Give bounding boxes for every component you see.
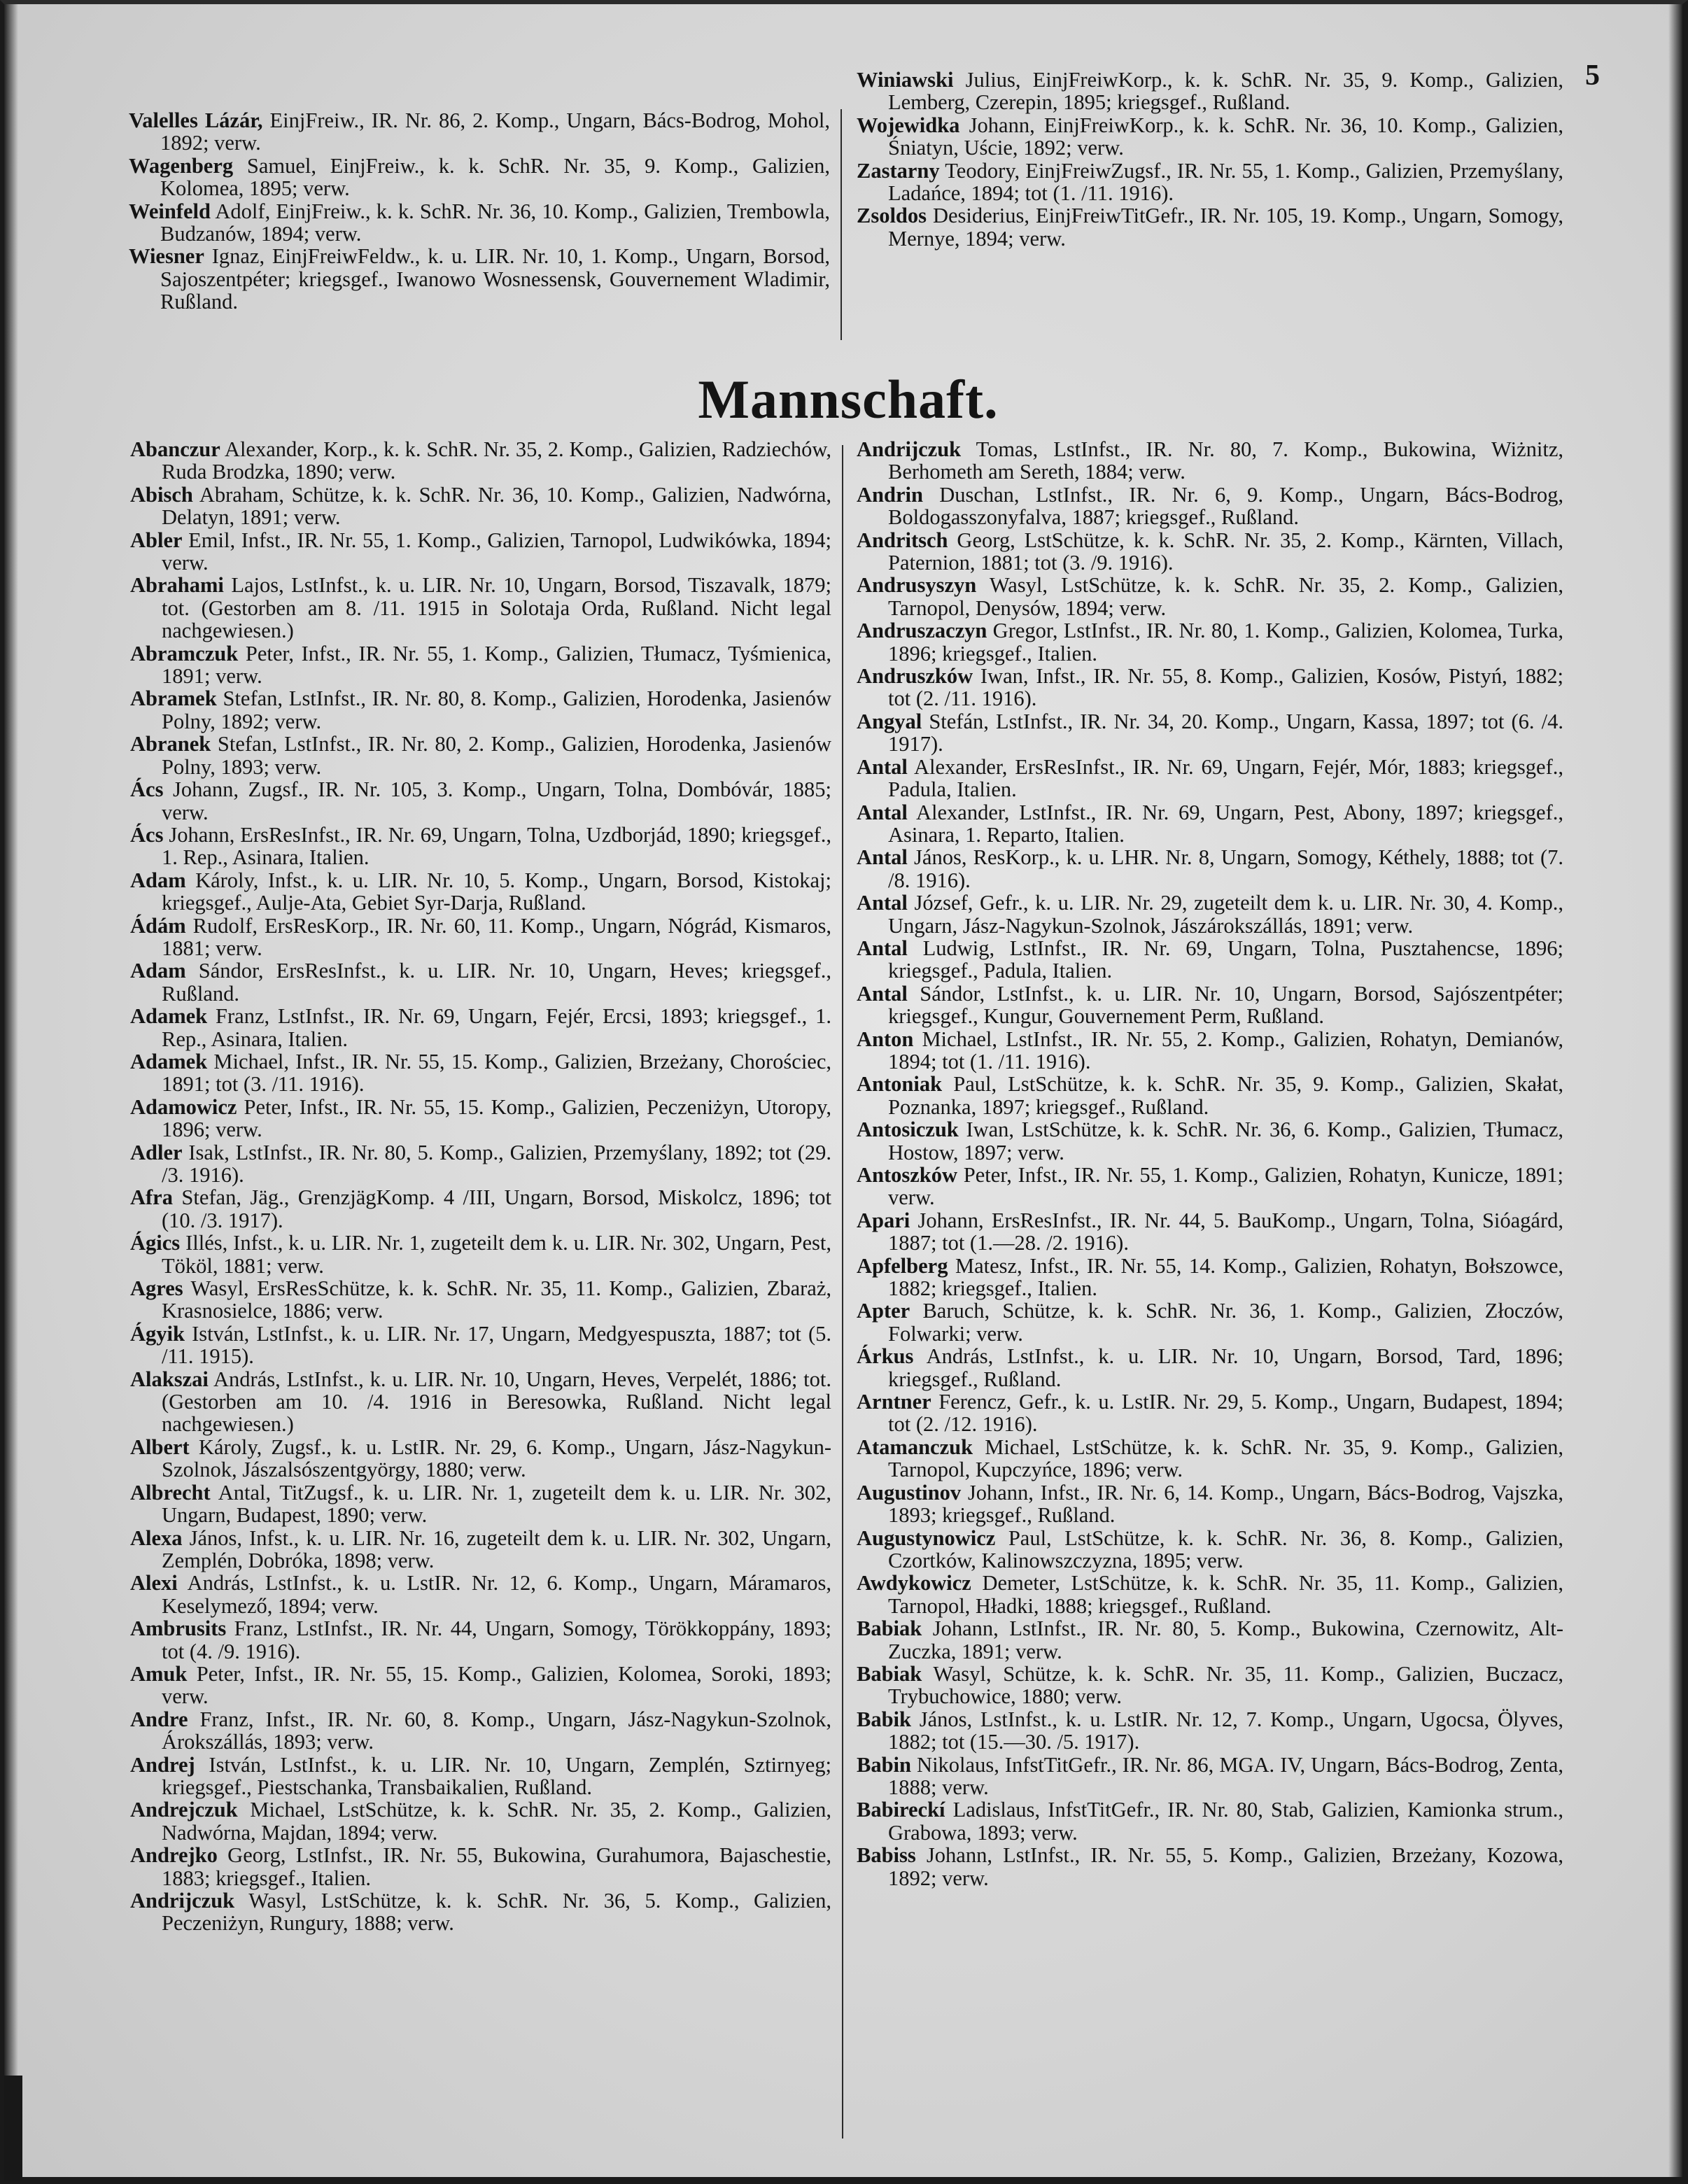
entry-details: Peter, Infst., IR. Nr. 55, 15. Komp., Galizien, Kolomea, Soroki, 1893; verw.: [162, 1661, 831, 1709]
entry-details: Michael, LstSchütze, k. k. SchR. Nr. 35, 9. Komp., Galizien, Tarnopol, Kupczyńce, 1896; verw.: [888, 1435, 1563, 1482]
entry-details: János, Infst., k. u. LIR. Nr. 16, zugeteilt dem k. u. LIR. Nr. 302, Ungarn, Zemplén, Dobróka, 1898; verw.: [162, 1526, 831, 1572]
roster-entry: [857, 1527, 1563, 1572]
roster-entry: [130, 1050, 831, 1096]
entry-details: Johann, LstInfst., IR. Nr. 55, 5. Komp., Galizien, Brzeżany, Kozowa, 1892; verw.: [888, 1843, 1563, 1890]
roster-entry: [130, 1005, 831, 1050]
roster-entry: [857, 160, 1563, 205]
entry-details: Georg, LstInfst., IR. Nr. 55, Bukowina, Gurahumora, Bajaschestie, 1883; kriegsgef., Italien.: [162, 1843, 831, 1890]
entry-details: Peter, Infst., IR. Nr. 55, 15. Komp., Galizien, Peczeniżyn, Utoropy, 1896; verw.: [162, 1094, 831, 1142]
entry-details: Johann, Infst., IR. Nr. 6, 14. Komp., Ungarn, Bács-Bodrog, Vajszka, 1893; kriegsgef., Rußland.: [888, 1480, 1563, 1528]
entry-name: Antoszków: [857, 1163, 958, 1187]
entry-name: Albrecht: [130, 1480, 211, 1505]
entry-name: Babireckí: [857, 1798, 945, 1822]
entry-details: Michael, Infst., IR. Nr. 55, 15. Komp., Galizien, Brzeżany, Chorościec, 1891; tot (3. /11. 1916).: [162, 1049, 831, 1097]
entry-name: Ágics: [130, 1231, 181, 1255]
entry-details: EinjFreiw., IR. Nr. 86, 2. Komp., Ungarn, Bács-Bodrog, Mohol, 1892; verw.: [160, 108, 830, 155]
entry-name: Wiesner: [129, 244, 204, 269]
entry-details: Ignaz, EinjFreiwFeldw., k. u. LIR. Nr. 10, 1. Komp., Ungarn, Borsod, Sajoszentpéter; kriegsgef., Iwanowo Wosnessensk, Gouvernement Wladimir, Rußland.: [160, 244, 830, 314]
entry-details: András, LstInfst., k. u. LIR. Nr. 10, Ungarn, Borsod, Tard, 1896; kriegsgef., Rußland.: [888, 1344, 1563, 1391]
entry-name: Andrijczuk: [130, 1889, 235, 1912]
roster-entry: [130, 1481, 831, 1527]
roster-entry: [857, 1754, 1563, 1799]
roster-entry: [857, 438, 1563, 484]
entry-details: Sándor, ErsResInfst., k. u. LIR. Nr. 10, Ungarn, Heves; kriegsgef., Rußland.: [162, 959, 831, 1006]
roster-entry: [130, 574, 831, 642]
roster-entry: [130, 1889, 831, 1935]
entry-name: Babiak: [857, 1661, 922, 1686]
roster-entry: [857, 1118, 1563, 1164]
entry-name: Antoniak: [857, 1072, 943, 1097]
entry-details: Georg, LstSchütze, k. k. SchR. Nr. 35, 2. Komp., Kärnten, Villach, Paternion, 1881; tot (3. /9. 1916).: [888, 528, 1563, 575]
entry-details: Johann, ErsResInfst., IR. Nr. 69, Ungarn, Tolna, Uzdborjád, 1890; kriegsgef., 1. Rep., Asinara, Italien.: [162, 822, 831, 870]
entry-details: Desiderius, EinjFreiwTitGefr., IR. Nr. 105, 19. Komp., Ungarn, Somogy, Mernye, 1894; verw.: [888, 204, 1563, 251]
roster-entry: [857, 1299, 1563, 1345]
entry-name: Andrin: [857, 482, 923, 507]
entry-name: Andruszków: [857, 664, 973, 689]
entry-name: Abrahami: [130, 573, 224, 598]
roster-entry: [130, 915, 831, 960]
binding-mark: [4, 2076, 22, 2181]
roster-entry: [130, 1232, 831, 1277]
entry-details: Károly, Zugsf., k. u. LstIR. Nr. 29, 6. Komp., Ungarn, Jász-Nagykun-Szolnok, Jászalsószentgyörgy, 1880; verw.: [162, 1435, 831, 1482]
roster-entry: [857, 114, 1563, 160]
entry-details: Wasyl, LstSchütze, k. k. SchR. Nr. 35, 2. Komp., Galizien, Tarnopol, Denysów, 1894; verw.: [888, 573, 1563, 620]
roster-entry: [857, 69, 1563, 114]
entry-details: Iwan, LstSchütze, k. k. SchR. Nr. 36, 6. Komp., Galizien, Tłumacz, Hostow, 1897; verw.: [888, 1118, 1563, 1164]
entry-name: Babik: [857, 1707, 911, 1731]
entry-name: Antosiczuk: [857, 1118, 959, 1142]
entry-name: Atamanczuk: [857, 1435, 973, 1459]
entry-name: Adamek: [130, 1049, 208, 1073]
entry-name: Adamowicz: [130, 1094, 237, 1119]
roster-entry: [130, 1141, 831, 1187]
entry-name: Andruszaczyn: [857, 619, 987, 643]
roster-entry: [130, 687, 831, 733]
entry-details: János, ResKorp., k. u. LHR. Nr. 8, Ungarn, Somogy, Kéthely, 1888; tot (7. /8. 1916).: [888, 845, 1563, 892]
entry-details: Rudolf, ErsResKorp., IR. Nr. 60, 11. Komp., Ungarn, Nógrád, Kismaros, 1881; verw.: [162, 913, 831, 960]
entry-name: Adamek: [130, 1004, 208, 1029]
roster-entry: [857, 1481, 1563, 1527]
entry-name: Antal: [857, 891, 908, 915]
roster-entry: [130, 1096, 831, 1141]
roster-entry: [130, 733, 831, 778]
entry-details: Alexander, Korp., k. k. SchR. Nr. 35, 2. Komp., Galizien, Radziechów, Ruda Brodzka, 1890; verw.: [162, 437, 831, 484]
roster-entry: [130, 1844, 831, 1889]
entry-name: Angyal: [857, 709, 922, 733]
roster-entry: [857, 1164, 1563, 1209]
roster-entry: [130, 1186, 831, 1232]
top-right-column: [857, 69, 1563, 250]
roster-entry: [857, 665, 1563, 710]
entry-details: Wasyl, LstSchütze, k. k. SchR. Nr. 36, 5. Komp., Galizien, Peczeniżyn, Rungury, 1888; verw.: [162, 1889, 831, 1936]
entry-name: Awdykowicz: [857, 1571, 971, 1595]
entry-name: Adam: [130, 959, 186, 983]
entry-details: Michael, LstSchütze, k. k. SchR. Nr. 35, 2. Komp., Galizien, Nadwórna, Majdan, 1894; verw.: [162, 1798, 831, 1845]
roster-entry: [130, 1572, 831, 1617]
entry-name: Apter: [857, 1299, 910, 1323]
entry-details: Nikolaus, InfstTitGefr., IR. Nr. 86, MGA. IV, Ungarn, Bács-Bodrog, Zenta, 1888; verw.: [888, 1752, 1563, 1799]
roster-entry: [857, 1345, 1563, 1390]
roster-entry: [857, 846, 1563, 892]
entry-name: Antal: [857, 754, 908, 779]
roster-entry: [130, 1368, 831, 1436]
roster-entry: [130, 438, 831, 484]
entry-name: Abramek: [130, 686, 217, 711]
roster-entry: [129, 109, 830, 155]
roster-entry: [130, 1617, 831, 1663]
roster-entry: [130, 778, 831, 824]
roster-entry: [857, 1073, 1563, 1118]
entry-name: Antal: [857, 981, 908, 1006]
roster-entry: [129, 155, 830, 200]
roster-entry: [857, 801, 1563, 847]
roster-entry: [857, 619, 1563, 665]
entry-details: Wasyl, Schütze, k. k. SchR. Nr. 35, 11. Komp., Galizien, Buczacz, Trybuchowice, 1880; verw.: [888, 1661, 1563, 1709]
entry-name: Antal: [857, 936, 908, 960]
roster-entry: [857, 574, 1563, 619]
roster-entry: [857, 484, 1563, 529]
entry-name: Anton: [857, 1027, 914, 1051]
entry-details: Alexander, LstInfst., IR. Nr. 69, Ungarn, Pest, Abony, 1897; kriegsgef., Asinara, 1. Reparto, Italien.: [888, 800, 1563, 847]
entry-details: Peter, Infst., IR. Nr. 55, 1. Komp., Galizien, Tłumacz, Tyśmienica, 1891; verw.: [162, 641, 831, 689]
entry-name: Antal: [857, 800, 908, 824]
entry-name: Abranek: [130, 732, 211, 756]
entry-name: Ágyik: [130, 1321, 185, 1346]
page-edge-shadow-right: [1668, 4, 1682, 2177]
entry-details: Ladislaus, InfstTitGefr., IR. Nr. 80, Stab, Galizien, Kamionka strum., Grabowa, 1893; verw.: [888, 1798, 1563, 1845]
entry-details: Franz, Infst., IR. Nr. 60, 8. Komp., Ungarn, Jász-Nagykun-Szolnok, Árokszállás, 1893; verw.: [162, 1707, 831, 1754]
entry-name: Alakszai: [130, 1367, 209, 1391]
entry-details: Paul, LstSchütze, k. k. SchR. Nr. 36, 8. Komp., Galizien, Czortków, Kalinowszczyzna, 1895; verw.: [888, 1526, 1563, 1572]
roster-entry: [857, 1572, 1563, 1617]
top-left-column: [129, 109, 830, 313]
entry-details: Tomas, LstInfst., IR. Nr. 80, 7. Komp., Bukowina, Wiżnitz, Berhometh am Sereth, 1884; verw.: [888, 437, 1563, 484]
entry-details: Peter, Infst., IR. Nr. 55, 1. Komp., Galizien, Rohatyn, Kunicze, 1891; verw.: [888, 1163, 1563, 1210]
entry-name: Albert: [130, 1435, 190, 1459]
entry-details: Franz, LstInfst., IR. Nr. 69, Ungarn, Fejér, Ercsi, 1893; kriegsgef., 1. Rep., Asinara, Italien.: [162, 1004, 831, 1051]
entry-name: Ács: [130, 777, 164, 802]
column-divider-top: [841, 109, 842, 340]
entry-details: Illés, Infst., k. u. LIR. Nr. 1, zugeteilt dem k. u. LIR. Nr. 302, Ungarn, Pest, Tököl, 1881; verw.: [162, 1231, 831, 1278]
entry-details: András, LstInfst., k. u. LIR. Nr. 10, Ungarn, Heves, Verpelét, 1886; tot. (Gestorben am 10. /4. 1916 in Beresowka, Rußland. Nicht legal nachgewiesen.): [162, 1367, 831, 1437]
entry-name: Abisch: [130, 482, 193, 507]
entry-details: Johann, LstInfst., IR. Nr. 80, 5. Komp., Bukowina, Czernowitz, Alt-Zuczka, 1891; verw.: [888, 1616, 1563, 1663]
section-heading: Mannschaft.: [698, 369, 999, 430]
entry-name: Arntner: [857, 1390, 931, 1414]
entry-name: Afra: [130, 1185, 173, 1210]
roster-entry: [857, 204, 1563, 250]
entry-details: Iwan, Infst., IR. Nr. 55, 8. Komp., Galizien, Kosów, Pistyń, 1882; tot (2. /11. 1916).: [888, 664, 1563, 711]
entry-name: Adler: [130, 1140, 183, 1164]
roster-entry: [857, 1663, 1563, 1708]
roster-entry: [130, 959, 831, 1005]
roster-entry: [857, 937, 1563, 982]
roster-entry: [130, 1323, 831, 1368]
roster-entry: [857, 1028, 1563, 1073]
entry-name: Alexa: [130, 1526, 183, 1550]
entry-details: József, Gefr., k. u. LIR. Nr. 29, zugeteilt dem k. u. LIR. Nr. 30, 4. Komp., Ungarn, Jász-Nagykun-Szolnok, Jászárokszállás, 1891; verw.: [888, 891, 1563, 938]
roster-entry: [857, 1844, 1563, 1889]
roster-entry: [857, 756, 1563, 801]
entry-name: Abler: [130, 528, 183, 552]
entry-name: Andrejko: [130, 1843, 218, 1868]
entry-name: Andrejczuk: [130, 1798, 238, 1822]
entry-name: Amuk: [130, 1661, 188, 1686]
entry-details: Paul, LstSchütze, k. k. SchR. Nr. 35, 9. Komp., Galizien, Skałat, Poznanka, 1897; kriegsgef., Rußland.: [888, 1072, 1563, 1119]
entry-name: Andrusyszyn: [857, 573, 977, 598]
page-number: 5: [1585, 59, 1600, 92]
entry-details: Lajos, LstInfst., k. u. LIR. Nr. 10, Ungarn, Borsod, Tiszavalk, 1879; tot. (Gestorben am 8. /11. 1915 in Solotaja Orda, Rußland. Nicht legal nachgewiesen.): [162, 573, 831, 643]
entry-name: Augustynowicz: [857, 1526, 996, 1550]
entry-name: Adam: [130, 868, 186, 892]
entry-details: Franz, LstInfst., IR. Nr. 44, Ungarn, Somogy, Törökkoppány, 1893; tot (4. /9. 1916).: [162, 1616, 831, 1663]
entry-details: Johann, EinjFreiwKorp., k. k. SchR. Nr. 36, 10. Komp., Galizien, Śniatyn, Uście, 1892; verw.: [888, 113, 1563, 160]
entry-name: Alexi: [130, 1571, 178, 1595]
entry-details: Johann, Zugsf., IR. Nr. 105, 3. Komp., Ungarn, Tolna, Dombóvár, 1885; verw.: [162, 777, 831, 824]
column-divider-main: [842, 445, 843, 2139]
roster-entry: [130, 1708, 831, 1754]
entry-name: Andrijczuk: [857, 437, 962, 461]
entry-details: Demeter, LstSchütze, k. k. SchR. Nr. 35, 11. Komp., Galizien, Tarnopol, Hładki, 1888; kriegsgef., Rußland.: [888, 1571, 1563, 1618]
roster-entry: [130, 1277, 831, 1323]
roster-entry: [857, 1798, 1563, 1844]
roster-entry: [130, 1754, 831, 1799]
roster-entry: [130, 484, 831, 529]
entry-details: Alexander, ErsResInfst., IR. Nr. 69, Ungarn, Fejér, Mór, 1883; kriegsgef., Padula, Italien.: [888, 754, 1563, 802]
entry-name: Andre: [130, 1707, 188, 1731]
entry-name: Abanczur: [130, 437, 220, 461]
entry-details: Stefan, LstInfst., IR. Nr. 80, 8. Komp., Galizien, Horodenka, Jasienów Polny, 1892; verw.: [162, 686, 831, 733]
roster-entry: [130, 642, 831, 688]
entry-name: Zsoldos: [857, 204, 927, 228]
roster-entry: [857, 982, 1563, 1028]
entry-name: Árkus: [857, 1344, 914, 1369]
entry-details: Sándor, LstInfst., k. u. LIR. Nr. 10, Ungarn, Borsod, Sajószentpéter; kriegsgef., Kungur, Gouvernement Perm, Rußland.: [888, 981, 1563, 1029]
entry-details: Matesz, Infst., IR. Nr. 55, 14. Komp., Galizien, Rohatyn, Bołszowce, 1882; kriegsgef., Italien.: [888, 1253, 1563, 1301]
roster-entry: [130, 869, 831, 915]
main-right-column: [857, 438, 1563, 1889]
entry-name: Antal: [857, 845, 908, 870]
roster-entry: [857, 1255, 1563, 1300]
roster-entry: [857, 1390, 1563, 1436]
roster-entry: [130, 1436, 831, 1481]
roster-entry: [130, 1527, 831, 1572]
entry-details: Ferencz, Gefr., k. u. LstIR. Nr. 29, 5. Komp., Ungarn, Budapest, 1894; tot (2. /12. 1916).: [888, 1390, 1563, 1437]
entry-details: István, LstInfst., k. u. LIR. Nr. 10, Ungarn, Zemplén, Sztirnyeg; kriegsgef., Piestschanka, Transbaikalien, Rußland.: [162, 1752, 831, 1799]
page-edge-shadow-left: [4, 4, 18, 2177]
entry-details: Isak, LstInfst., IR. Nr. 80, 5. Komp., Galizien, Przemyślany, 1892; tot (29. /3. 1916).: [162, 1140, 831, 1187]
entry-details: Teodory, EinjFreiwZugsf., IR. Nr. 55, 1. Komp., Galizien, Przemyślany, Ladańce, 1894; tot (1. /11. 1916).: [888, 158, 1563, 206]
entry-details: Abraham, Schütze, k. k. SchR. Nr. 36, 10. Komp., Galizien, Nadwórna, Delatyn, 1891; verw.: [162, 482, 831, 530]
entry-name: Weinfeld: [129, 199, 211, 223]
entry-name: Andrej: [130, 1752, 195, 1777]
entry-details: Adolf, EinjFreiw., k. k. SchR. Nr. 36, 10. Komp., Galizien, Trembowla, Budzanów, 1894; verw.: [160, 199, 830, 246]
entry-details: Baruch, Schütze, k. k. SchR. Nr. 36, 1. Komp., Galizien, Złoczów, Folwarki; verw.: [888, 1299, 1563, 1346]
entry-name: Wagenberg: [129, 153, 234, 178]
roster-entry: [130, 824, 831, 869]
entry-details: Ludwig, LstInfst., IR. Nr. 69, Ungarn, Tolna, Pusztahencse, 1896; kriegsgef., Padula, Italien.: [888, 936, 1563, 983]
entry-name: Apfelberg: [857, 1253, 948, 1278]
roster-entry: [857, 529, 1563, 575]
roster-entry: [857, 892, 1563, 937]
roster-entry: [857, 1209, 1563, 1255]
entry-details: Wasyl, ErsResSchütze, k. k. SchR. Nr. 35, 11. Komp., Galizien, Zbaraż, Krasnosielce, 1886; verw.: [162, 1276, 831, 1323]
entry-details: Johann, ErsResInfst., IR. Nr. 44, 5. BauKomp., Ungarn, Tolna, Sióagárd, 1887; tot (1.—28. /2. 1916).: [888, 1208, 1563, 1255]
entry-details: Michael, LstInfst., IR. Nr. 55, 2. Komp., Galizien, Rohatyn, Demianów, 1894; tot (1. /11. 1916).: [888, 1027, 1563, 1073]
entry-details: Stefan, LstInfst., IR. Nr. 80, 2. Komp., Galizien, Horodenka, Jasienów Polny, 1893; verw.: [162, 732, 831, 779]
entry-name: Apari: [857, 1208, 910, 1232]
entry-name: Zastarny: [857, 158, 940, 183]
entry-details: Duschan, LstInfst., IR. Nr. 6, 9. Komp., Ungarn, Bács-Bodrog, Boldogasszonyfalva, 1887; kriegsgef., Rußland.: [888, 482, 1563, 530]
entry-details: István, LstInfst., k. u. LIR. Nr. 17, Ungarn, Medgyespuszta, 1887; tot (5. /11. 1915).: [162, 1321, 831, 1369]
entry-details: Stefán, LstInfst., IR. Nr. 34, 20. Komp., Ungarn, Kassa, 1897; tot (6. /4. 1917).: [888, 709, 1563, 756]
entry-details: Stefan, Jäg., GrenzjägKomp. 4 /III, Ungarn, Borsod, Miskolcz, 1896; tot (10. /3. 1917).: [162, 1185, 831, 1232]
entry-name: Abramczuk: [130, 641, 239, 665]
entry-name: Andritsch: [857, 528, 948, 552]
entry-details: Antal, TitZugsf., k. u. LIR. Nr. 1, zugeteilt dem k. u. LIR. Nr. 302, Ungarn, Budapest, 1890; verw.: [162, 1480, 831, 1528]
main-left-column: [130, 438, 831, 1935]
entry-name: Ács: [130, 822, 164, 847]
entry-name: Ambrusits: [130, 1616, 227, 1641]
entry-name: Ádám: [130, 913, 186, 938]
entry-name: Augustinov: [857, 1480, 962, 1505]
roster-entry: [130, 1798, 831, 1844]
entry-details: Samuel, EinjFreiw., k. k. SchR. Nr. 35, 9. Komp., Galizien, Kolomea, 1895; verw.: [160, 153, 830, 201]
entry-details: Károly, Infst., k. u. LIR. Nr. 10, 5. Komp., Ungarn, Borsod, Kistokaj; kriegsgef., Aulje-Ata, Gebiet Syr-Darja, Rußland.: [162, 868, 831, 915]
entry-details: Julius, EinjFreiwKorp., k. k. SchR. Nr. 35, 9. Komp., Galizien, Lemberg, Czerepin, 1895; kriegsgef., Rußland.: [888, 68, 1563, 115]
entry-name: Agres: [130, 1276, 183, 1301]
entry-details: Emil, Infst., IR. Nr. 55, 1. Komp., Galizien, Tarnopol, Ludwikówka, 1894; verw.: [162, 528, 831, 575]
roster-entry: [130, 1663, 831, 1708]
roster-entry: [857, 1708, 1563, 1754]
entry-name: Winiawski: [857, 68, 954, 92]
roster-entry: [857, 1436, 1563, 1481]
entry-details: János, LstInfst., k. u. LstIR. Nr. 12, 7. Komp., Ungarn, Ugocsa, Ölyves, 1882; tot (15.—30. /5. 1917).: [888, 1707, 1563, 1754]
entry-name: Valelles Lázár,: [129, 108, 263, 132]
entry-name: Babiss: [857, 1843, 916, 1868]
roster-entry: [130, 529, 831, 575]
entry-details: András, LstInfst., k. u. LstIR. Nr. 12, 6. Komp., Ungarn, Máramaros, Keselymező, 1894; verw.: [162, 1571, 831, 1618]
entry-name: Babiak: [857, 1616, 922, 1641]
entry-name: Babin: [857, 1752, 911, 1777]
roster-entry: [857, 1617, 1563, 1663]
entry-details: Gregor, LstInfst., IR. Nr. 80, 1. Komp., Galizien, Kolomea, Turka, 1896; kriegsgef., Italien.: [888, 619, 1563, 665]
roster-entry: [129, 200, 830, 246]
entry-name: Wojewidka: [857, 113, 960, 137]
roster-entry: [857, 710, 1563, 756]
roster-entry: [129, 245, 830, 313]
